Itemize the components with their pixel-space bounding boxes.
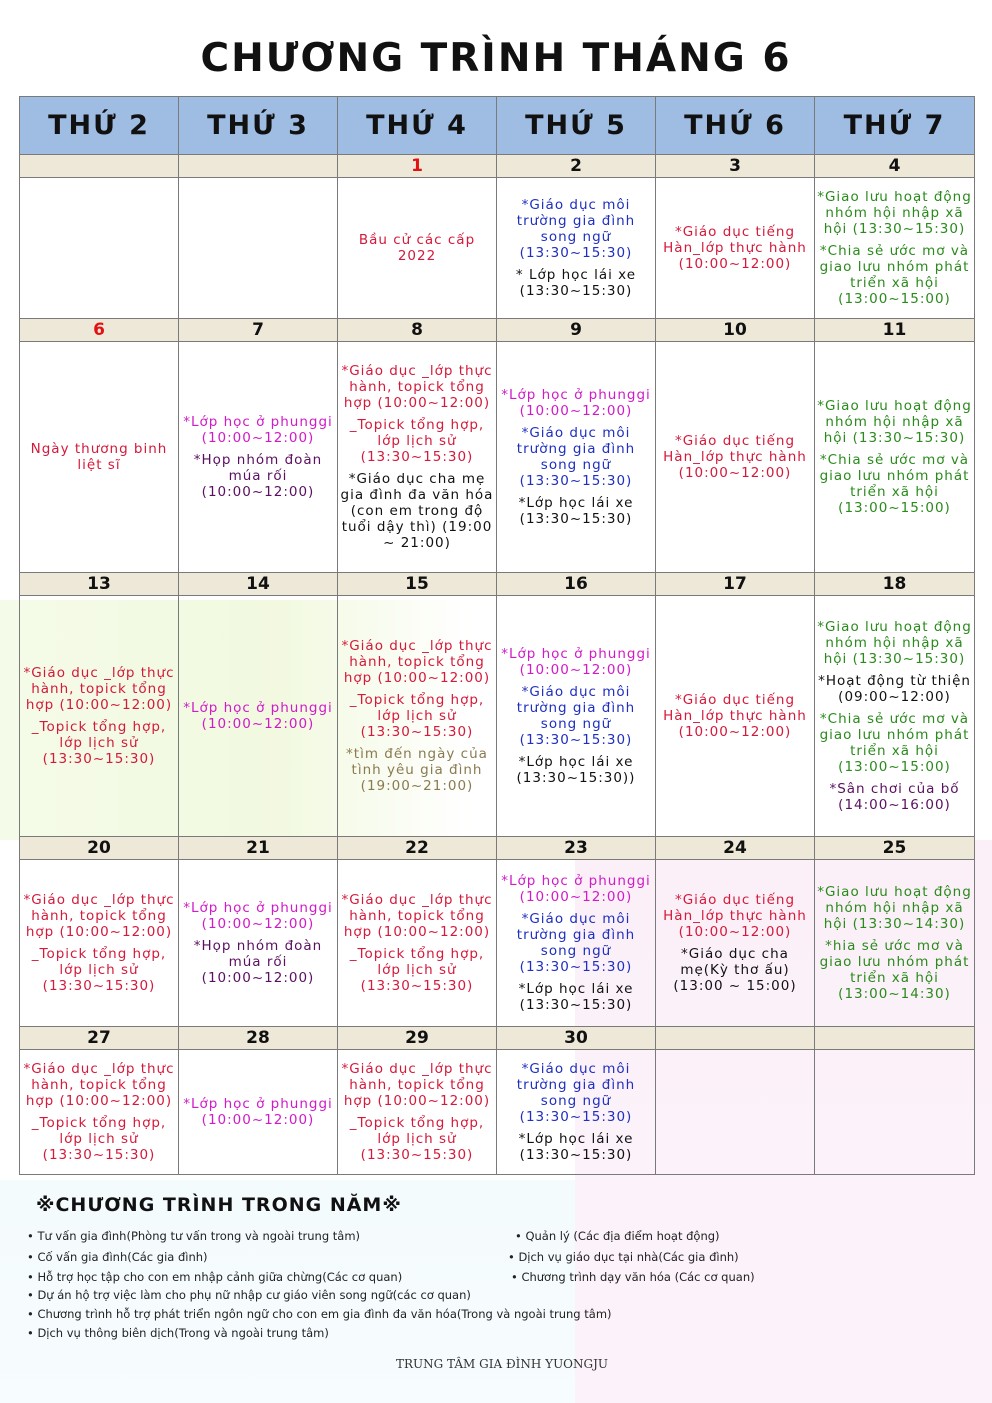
date-number: 17 bbox=[656, 573, 815, 596]
event-entry: *Giao lưu hoạt động nhóm hội nhập xã hội (13:30~14:30) bbox=[817, 884, 972, 932]
event-entry: * Lớp học lái xe (13:30~15:30) bbox=[515, 267, 637, 299]
yearly-item: • Chương trình dạy văn hóa (Các cơ quan) bbox=[511, 1270, 755, 1284]
event-entry: *Giáo dục cha mẹ(Kỳ thơ ấu) (13:00 ~ 15:00) bbox=[673, 946, 797, 994]
events-row bbox=[20, 596, 975, 837]
date-number: 8 bbox=[338, 319, 497, 342]
event-entry: _Topick tổng hợp, lớp lịch sử (13:30~15:30) bbox=[31, 1115, 167, 1163]
date-number: 22 bbox=[338, 837, 497, 860]
day-cell bbox=[179, 860, 338, 1027]
event-entry: *hia sẻ ước mơ và giao lưu nhóm phát triển xã hội (13:00~14:30) bbox=[819, 938, 970, 1002]
event-entry: *Giáo dục _lớp thực hành, topick tổng hợp (10:00~12:00) bbox=[23, 665, 175, 713]
date-number: 14 bbox=[179, 573, 338, 596]
events-row bbox=[20, 178, 975, 319]
yearly-item: • Tư vấn gia đình(Phòng tư vấn trong và ngoài trung tâm) bbox=[27, 1229, 361, 1243]
date-number: 23 bbox=[497, 837, 656, 860]
event-entry: *Lớp học ở phunggi (10:00~12:00) bbox=[501, 387, 651, 419]
event-entry: *Giáo dục _lớp thực hành, topick tổng hợp (10:00~12:00) bbox=[23, 1061, 175, 1109]
day-cell bbox=[656, 860, 815, 1027]
event-entry: *Giáo dục _lớp thực hành, topick tổng hợp (10:00~12:00) bbox=[341, 363, 493, 411]
event-entry: *Lớp học lái xe (13:30~15:30) bbox=[518, 981, 634, 1013]
event-entry: *Lớp học ở phunggi (10:00~12:00) bbox=[501, 646, 651, 678]
day-cell bbox=[20, 178, 179, 319]
day-cell bbox=[338, 1050, 497, 1175]
event-entry: *Lớp học lái xe (13:30~15:30)) bbox=[516, 754, 636, 786]
date-number: 28 bbox=[179, 1027, 338, 1050]
date-number: 25 bbox=[815, 837, 975, 860]
yearly-item: • Hỗ trợ học tập cho con em nhập cảnh giữa chừng(Các cơ quan) bbox=[27, 1270, 403, 1284]
event-entry: *Hoạt động từ thiện (09:00~12:00) bbox=[818, 673, 971, 705]
date-number-row bbox=[20, 837, 975, 860]
event-entry: Ngày thương binh liệt sĩ bbox=[30, 441, 168, 473]
event-entry: *Lớp học lái xe (13:30~15:30) bbox=[518, 1131, 634, 1163]
event-entry: *Lớp học ở phunggi (10:00~12:00) bbox=[183, 1096, 333, 1128]
event-entry: *Lớp học ở phunggi (10:00~12:00) bbox=[183, 700, 333, 732]
yearly-program-title: ※CHƯƠNG TRÌNH TRONG NĂM※ bbox=[36, 1194, 402, 1216]
yearly-item: • Chương trình hỗ trợ phát triển ngôn ngữ cho con em gia đình đa văn hóa(Trong và ngoài trung tâm) bbox=[27, 1307, 612, 1321]
date-number: 20 bbox=[20, 837, 179, 860]
event-entry: _Topick tổng hợp, lớp lịch sử (13:30~15:30) bbox=[31, 719, 167, 767]
day-cell bbox=[338, 860, 497, 1027]
event-entry: *Giáo dục _lớp thực hành, topick tổng hợp (10:00~12:00) bbox=[23, 892, 175, 940]
event-entry: _Topick tổng hợp, lớp lịch sử (13:30~15:30) bbox=[31, 946, 167, 994]
date-number: 7 bbox=[179, 319, 338, 342]
day-cell bbox=[20, 596, 179, 837]
event-entry: *Giáo dục tiếng Hàn_lớp thực hành (10:00~12:00) bbox=[663, 692, 807, 740]
event-entry: *Chia sẻ ước mơ và giao lưu nhóm phát triển xã hội (13:00~15:00) bbox=[819, 243, 970, 307]
date-number: 13 bbox=[20, 573, 179, 596]
event-entry: *Họp nhóm đoàn múa rối (10:00~12:00) bbox=[193, 452, 323, 500]
day-cell bbox=[20, 860, 179, 1027]
day-cell bbox=[815, 596, 975, 837]
event-entry: *Lớp học ở phunggi (10:00~12:00) bbox=[183, 900, 333, 932]
date-number: 21 bbox=[179, 837, 338, 860]
event-entry: *Họp nhóm đoàn múa rối (10:00~12:00) bbox=[193, 938, 323, 986]
event-entry: *Lớp học ở phunggi (10:00~12:00) bbox=[501, 873, 651, 905]
day-cell bbox=[497, 178, 656, 319]
day-cell bbox=[815, 1050, 975, 1175]
date-number: 2 bbox=[497, 155, 656, 178]
date-number: 9 bbox=[497, 319, 656, 342]
day-cell bbox=[179, 342, 338, 573]
event-entry: *Giáo dục tiếng Hàn_lớp thực hành (10:00~12:00) bbox=[663, 433, 807, 481]
date-number-row bbox=[20, 319, 975, 342]
date-number: 24 bbox=[656, 837, 815, 860]
events-row bbox=[20, 342, 975, 573]
date-number: 11 bbox=[815, 319, 975, 342]
event-entry: *Giáo dục môi trường gia đình song ngữ (13:30~15:30) bbox=[516, 684, 636, 748]
day-cell bbox=[497, 860, 656, 1027]
event-entry: *Giáo dục tiếng Hàn_lớp thực hành (10:00~12:00) bbox=[663, 892, 807, 940]
date-number: 6 bbox=[20, 319, 179, 342]
events-row bbox=[20, 1050, 975, 1175]
yearly-item: • Quản lý (Các địa điểm hoạt động) bbox=[515, 1229, 720, 1243]
date-number-row bbox=[20, 573, 975, 596]
weekday-header: THỨ 7 bbox=[815, 97, 975, 155]
day-cell bbox=[815, 860, 975, 1027]
yearly-item: • Dự án hộ trợ việc làm cho phụ nữ nhập cư giáo viên song ngữ(các cơ quan) bbox=[27, 1288, 471, 1302]
date-number: 10 bbox=[656, 319, 815, 342]
event-entry: *Giáo dục _lớp thực hành, topick tổng hợp (10:00~12:00) bbox=[341, 1061, 493, 1109]
event-entry: *Giáo dục _lớp thực hành, topick tổng hợp (10:00~12:00) bbox=[341, 638, 493, 686]
day-cell bbox=[338, 178, 497, 319]
date-number: 15 bbox=[338, 573, 497, 596]
yearly-item: • Dịch vụ giáo dục tại nhà(Các gia đình) bbox=[508, 1250, 739, 1264]
page-title: CHƯƠNG TRÌNH THÁNG 6 bbox=[200, 36, 792, 81]
event-entry: *Giáo dục môi trường gia đình song ngữ (13:30~15:30) bbox=[516, 425, 636, 489]
day-cell bbox=[179, 178, 338, 319]
date-number bbox=[20, 155, 179, 178]
weekday-header: THỨ 3 bbox=[179, 97, 338, 155]
date-number: 3 bbox=[656, 155, 815, 178]
calendar-table bbox=[19, 96, 975, 1175]
day-cell bbox=[497, 596, 656, 837]
date-number: 18 bbox=[815, 573, 975, 596]
day-cell bbox=[656, 596, 815, 837]
date-number: 29 bbox=[338, 1027, 497, 1050]
day-cell bbox=[497, 342, 656, 573]
day-cell bbox=[656, 1050, 815, 1175]
day-cell bbox=[656, 178, 815, 319]
weekday-header: THỨ 4 bbox=[338, 97, 497, 155]
center-name: TRUNG TÂM GIA ĐÌNH YUONGJU bbox=[395, 1357, 609, 1371]
date-number: 4 bbox=[815, 155, 975, 178]
date-number-row bbox=[20, 1027, 975, 1050]
date-number: 30 bbox=[497, 1027, 656, 1050]
event-entry: _Topick tổng hợp, lớp lịch sử (13:30~15:30) bbox=[349, 1115, 485, 1163]
day-cell bbox=[815, 178, 975, 319]
weekday-header: THỨ 2 bbox=[20, 97, 179, 155]
event-entry: *Giao lưu hoạt động nhóm hội nhập xã hội (13:30~15:30) bbox=[817, 398, 972, 446]
yearly-item: • Dịch vụ thông biên dịch(Trong và ngoài trung tâm) bbox=[27, 1326, 329, 1340]
date-number: 1 bbox=[338, 155, 497, 178]
day-cell bbox=[179, 596, 338, 837]
event-entry: Bầu cử các cấp 2022 bbox=[358, 232, 476, 264]
event-entry: *Giáo dục _lớp thực hành, topick tổng hợp (10:00~12:00) bbox=[341, 892, 493, 940]
weekday-header: THỨ 6 bbox=[656, 97, 815, 155]
date-number bbox=[656, 1027, 815, 1050]
event-entry: *Giáo dục cha mẹ gia đình đa văn hóa (con em trong độ tuổi dậy thì) (19:00 ~ 21:00) bbox=[340, 471, 494, 551]
day-cell bbox=[20, 1050, 179, 1175]
event-entry: _Topick tổng hợp, lớp lịch sử (13:30~15:30) bbox=[349, 692, 485, 740]
event-entry: *Giáo dục môi trường gia đình song ngữ (13:30~15:30) bbox=[516, 911, 636, 975]
weekday-header-row bbox=[20, 97, 975, 155]
day-cell bbox=[815, 342, 975, 573]
event-entry: _Topick tổng hợp, lớp lịch sử (13:30~15:30) bbox=[349, 417, 485, 465]
date-number-row bbox=[20, 155, 975, 178]
event-entry: *Giáo dục môi trường gia đình song ngữ (13:30~15:30) bbox=[516, 1061, 636, 1125]
day-cell bbox=[656, 342, 815, 573]
date-number: 27 bbox=[20, 1027, 179, 1050]
date-number bbox=[815, 1027, 975, 1050]
event-entry: _Topick tổng hợp, lớp lịch sử (13:30~15:30) bbox=[349, 946, 485, 994]
event-entry: *Sân chơi của bố (14:00~16:00) bbox=[829, 781, 960, 813]
event-entry: *Giao lưu hoạt động nhóm hội nhập xã hội (13:30~15:30) bbox=[817, 189, 972, 237]
day-cell bbox=[338, 596, 497, 837]
day-cell bbox=[497, 1050, 656, 1175]
events-row bbox=[20, 860, 975, 1027]
event-entry: *Giao lưu hoạt động nhóm hội nhập xã hội (13:30~15:30) bbox=[817, 619, 972, 667]
event-entry: *Lớp học ở phunggi (10:00~12:00) bbox=[183, 414, 333, 446]
event-entry: *Chia sẻ ước mơ và giao lưu nhóm phát triển xã hội (13:00~15:00) bbox=[819, 711, 970, 775]
yearly-item: • Cố vấn gia đình(Các gia đình) bbox=[27, 1250, 208, 1264]
event-entry: *Giáo dục môi trường gia đình song ngữ (13:30~15:30) bbox=[516, 197, 636, 261]
date-number: 16 bbox=[497, 573, 656, 596]
event-entry: *Giáo dục tiếng Hàn_lớp thực hành (10:00~12:00) bbox=[663, 224, 807, 272]
weekday-header: THỨ 5 bbox=[497, 97, 656, 155]
event-entry: *tìm đến ngày của tình yêu gia đình (19:00~21:00) bbox=[346, 746, 488, 794]
day-cell bbox=[338, 342, 497, 573]
calendar-body bbox=[20, 155, 975, 1175]
event-entry: *Chia sẻ ước mơ và giao lưu nhóm phát triển xã hội (13:00~15:00) bbox=[819, 452, 970, 516]
event-entry: *Lớp học lái xe (13:30~15:30) bbox=[518, 495, 634, 527]
day-cell bbox=[179, 1050, 338, 1175]
date-number bbox=[179, 155, 338, 178]
day-cell bbox=[20, 342, 179, 573]
